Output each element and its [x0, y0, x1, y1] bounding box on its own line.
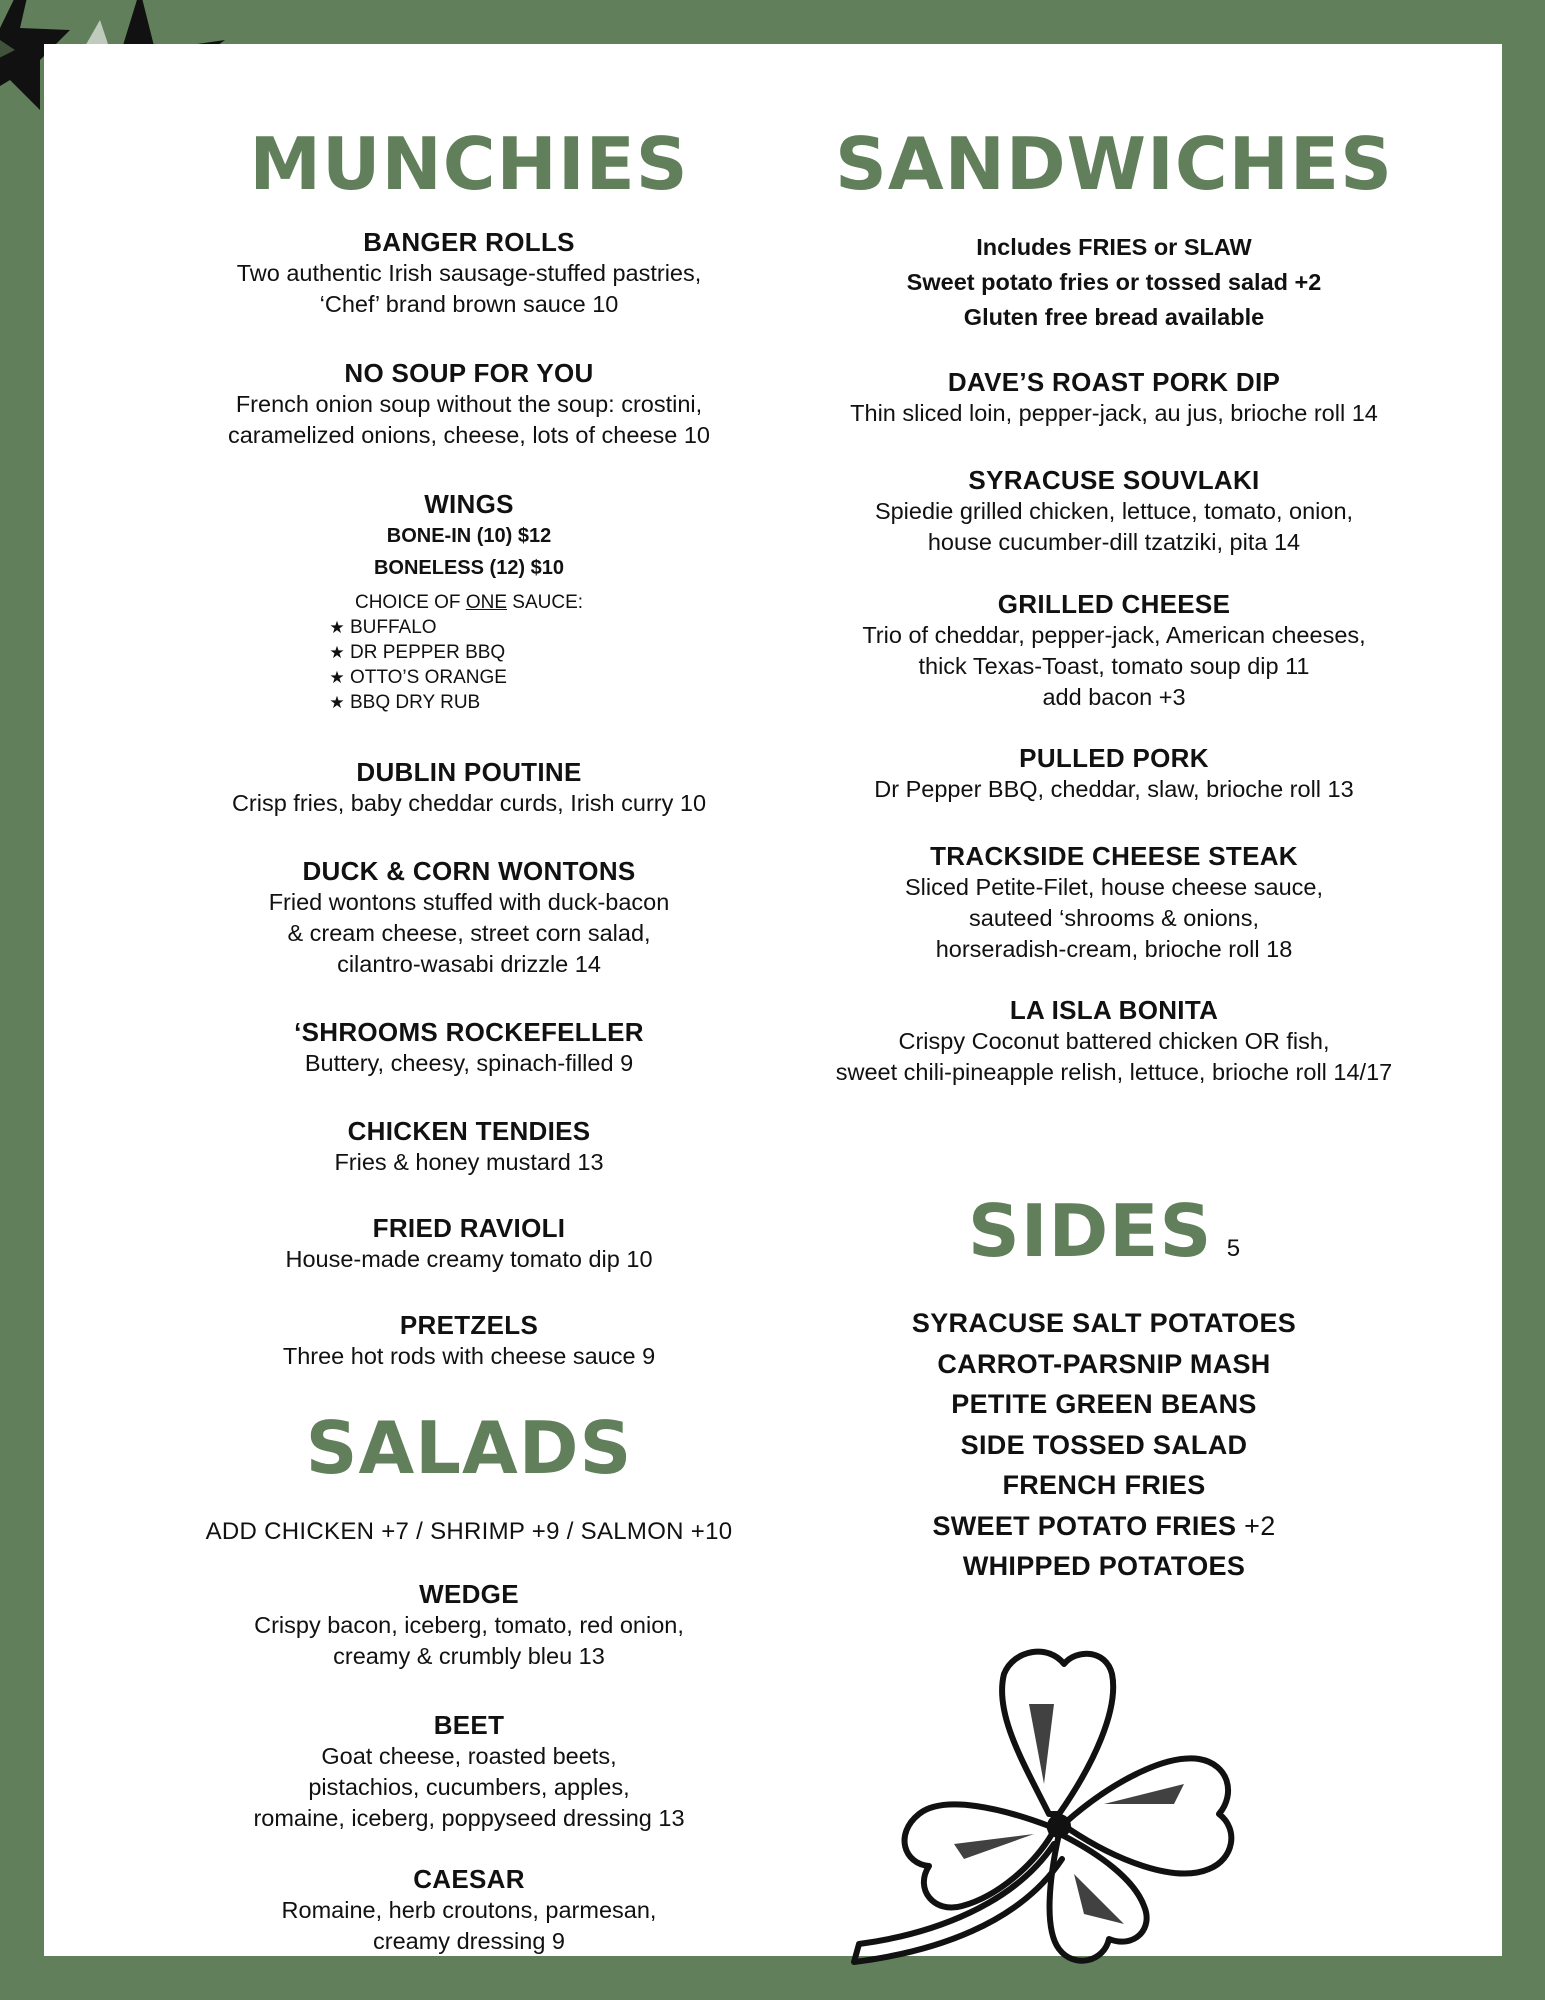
sides-price: 5 [1226, 1235, 1241, 1262]
menu-item [164, 1709, 774, 1834]
item-name: FRIED RAVIOLI [372, 1213, 566, 1243]
item-name: DUBLIN POUTINE [356, 757, 582, 787]
item-description: Romaine, herb croutons, parmesan, creamy dressing 9 [281, 1897, 657, 1954]
item-name: BANGER ROLLS [363, 227, 575, 257]
wings-option: BONELESS (12) $10 [373, 557, 565, 579]
item-name: WINGS [424, 489, 514, 519]
shamrock-icon [844, 1644, 1314, 1974]
menu-item [164, 1309, 774, 1372]
item-name: PRETZELS [399, 1310, 539, 1340]
menu-item [164, 1863, 774, 1957]
menu-item [164, 1115, 774, 1178]
menu-panel [44, 44, 1502, 1956]
menu-item [784, 840, 1444, 965]
sandwiches-title: SANDWICHES [835, 122, 1393, 206]
menu-item [784, 588, 1444, 713]
note-line: Includes FRIES or SLAW [976, 234, 1252, 260]
list-item: ★ BUFFALO [324, 615, 584, 640]
menu-item [784, 366, 1444, 429]
menu-item [164, 756, 774, 819]
note-line: Sweet potato fries or tossed salad +2 [906, 269, 1322, 295]
menu-item [164, 1212, 774, 1275]
menu-item [164, 1016, 774, 1079]
salads-title: SALADS [305, 1406, 633, 1490]
item-description: Dr Pepper BBQ, cheddar, slaw, brioche roll 13 [874, 776, 1354, 802]
menu-item [784, 464, 1444, 558]
item-name: PULLED PORK [1019, 743, 1209, 773]
item-description: Crispy bacon, iceberg, tomato, red onion, creamy & crumbly bleu 13 [254, 1612, 684, 1669]
sauce-heading: CHOICE OF ONE SAUCE: [354, 592, 584, 613]
item-name: GRILLED CHEESE [997, 589, 1231, 619]
star-icon: ★ [329, 668, 345, 687]
item-description: Trio of cheddar, pepper-jack, American cheeses, thick Texas-Toast, tomato soup dip 11 add bacon +3 [862, 622, 1366, 710]
wings-option: BONE-IN (10) $12 [386, 525, 552, 547]
menu-item [164, 357, 774, 451]
menu-item [784, 994, 1444, 1088]
sauce-list [324, 615, 584, 715]
item-description: Crispy Coconut battered chicken OR fish, sweet chili-pineapple relish, lettuce, brioche roll 14/17 [835, 1028, 1393, 1085]
sides-heading [764, 1189, 1444, 1273]
list-item: ★ OTTO’S ORANGE [324, 665, 584, 690]
item-description: Buttery, cheesy, spinach-filled 9 [304, 1050, 634, 1076]
list-item: WHIPPED POTATOES [962, 1551, 1246, 1581]
item-name: TRACKSIDE CHEESE STEAK [930, 841, 1298, 871]
menu-item [164, 226, 774, 320]
star-icon: ★ [329, 693, 345, 712]
list-item: SYRACUSE SALT POTATOES [911, 1308, 1297, 1338]
item-description: Goat cheese, roasted beets, pistachios, cucumbers, apples, romaine, iceberg, poppyseed dressing 13 [253, 1743, 685, 1831]
list-item: CARROT-PARSNIP MASH [937, 1348, 1271, 1379]
munchies-title: MUNCHIES [249, 122, 689, 206]
item-name: ‘SHROOMS ROCKEFELLER [294, 1017, 644, 1047]
sides-list [764, 1303, 1444, 1587]
menu-item [164, 855, 774, 980]
star-icon: ★ [329, 643, 345, 662]
item-description: Two authentic Irish sausage-stuffed pastries, ‘Chef’ brand brown sauce 10 [236, 260, 702, 317]
item-name: BEET [433, 1710, 505, 1740]
menu-item [784, 742, 1444, 805]
star-icon: ★ [329, 618, 345, 637]
menu-item [164, 1578, 774, 1672]
item-name: DAVE’S ROAST PORK DIP [947, 367, 1281, 397]
list-item: PETITE GREEN BEANS [951, 1389, 1257, 1419]
note-line: Gluten free bread available [963, 304, 1265, 330]
item-name: CAESAR [413, 1864, 525, 1894]
item-description: House-made creamy tomato dip 10 [285, 1246, 653, 1272]
list-item: FRENCH FRIES [1002, 1470, 1206, 1500]
item-description: Fries & honey mustard 13 [334, 1149, 604, 1175]
salads-subtitle: ADD CHICKEN +7 / SHRIMP +9 / SALMON +10 [205, 1518, 733, 1545]
list-item: ★ BBQ DRY RUB [324, 690, 584, 715]
item-description: Three hot rods with cheese sauce 9 [282, 1343, 656, 1369]
item-description: French onion soup without the soup: crostini, caramelized onions, cheese, lots of cheese 10 [227, 391, 711, 448]
item-description: Crisp fries, baby cheddar curds, Irish curry 10 [231, 790, 707, 816]
list-item: ★ DR PEPPER BBQ [324, 640, 584, 665]
item-description: Fried wontons stuffed with duck-bacon & cream cheese, street corn salad, cilantro-wasabi drizzle 14 [268, 889, 670, 977]
item-name: SYRACUSE SOUVLAKI [968, 465, 1260, 495]
item-description: Thin sliced loin, pepper-jack, au jus, brioche roll 14 [850, 400, 1378, 426]
item-description: Sliced Petite-Filet, house cheese sauce, sauteed ‘shrooms & onions, horseradish-cream, brioche roll 18 [904, 874, 1323, 962]
item-name: WEDGE [419, 1579, 519, 1609]
menu-item-wings [164, 488, 774, 715]
item-name: CHICKEN TENDIES [347, 1116, 591, 1146]
item-name: NO SOUP FOR YOU [344, 358, 594, 388]
item-description: Spiedie grilled chicken, lettuce, tomato, onion, house cucumber-dill tzatziki, pita 14 [874, 498, 1354, 555]
item-name: DUCK & CORN WONTONS [302, 856, 636, 886]
item-name: LA ISLA BONITA [1009, 995, 1219, 1025]
sandwich-notes [784, 230, 1444, 335]
sides-title: SIDES [967, 1189, 1213, 1273]
list-item: SWEET POTATO FRIES +2 [932, 1510, 1276, 1541]
list-item: SIDE TOSSED SALAD [960, 1429, 1248, 1460]
